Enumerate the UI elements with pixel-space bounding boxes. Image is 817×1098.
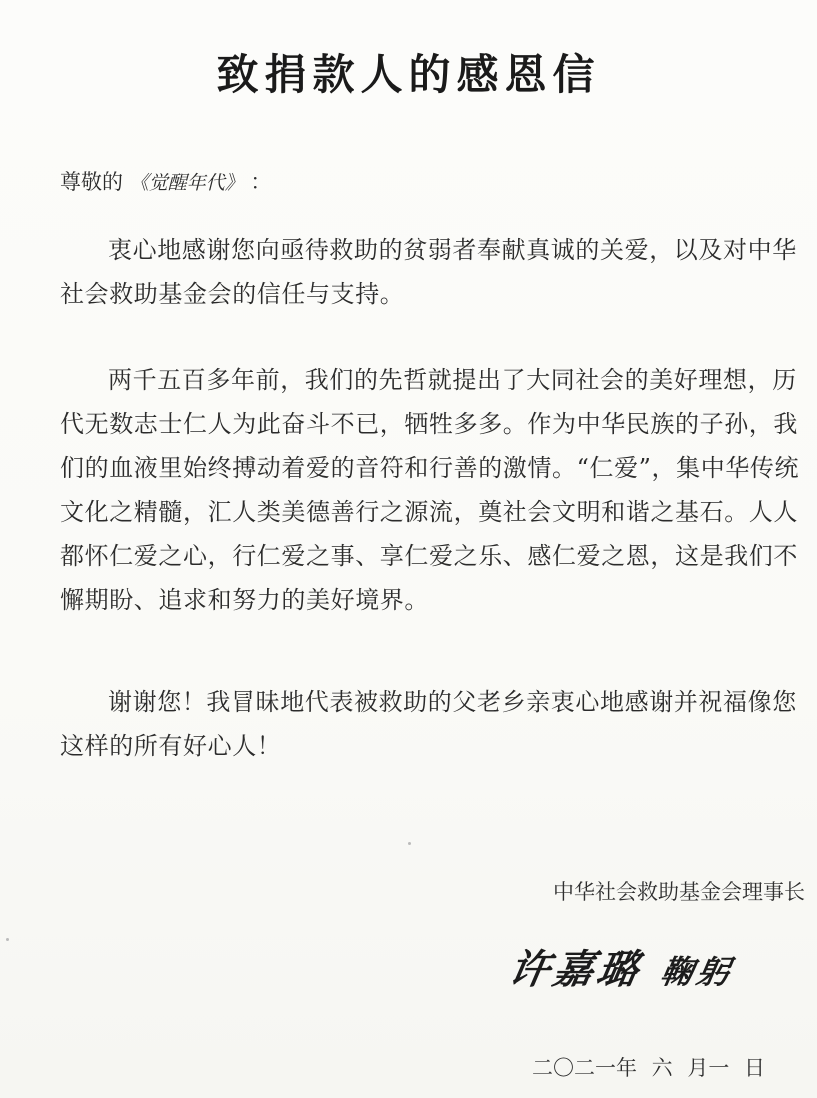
letter-paragraph-1: 衷心地感谢您向亟待救助的贫弱者奉献真诚的关爱，以及对中华社会救助基金会的信任与支持。 [60, 236, 797, 308]
paper-speck [408, 842, 411, 845]
signature-name: 许嘉璐 [505, 946, 646, 993]
salutation-prefix: 尊敬的 [60, 170, 123, 194]
handwritten-signature [505, 938, 739, 995]
letter-paragraph-2: 两千五百多年前，我们的先哲就提出了大同社会的美好理想，历代无数志士仁人为此奋斗不已，牺牲多多。作为中华民族的子孙，我们的血液里始终搏动着爱的音符和行善的激情。“仁爱”，集中华传统文化之精髓，汇人类美德善行之源流，奠社会文明和谐之基石。人人都怀仁爱之心，行仁爱之事、享仁爱之乐、感仁爱之恩，这是我们不懈期盼、追求和努力的美好境界。 [60, 366, 800, 614]
salutation-colon: ： [250, 170, 272, 194]
letter-date: 二〇二一年 六 月一 日 [532, 1056, 766, 1080]
letter-paragraph-3: 谢谢您！我冒昧地代表被救助的父老乡亲衷心地感谢并祝福像您这样的所有好心人！ [60, 688, 797, 760]
paper-speck [6, 938, 9, 941]
salutation-recipient: 《觉醒年代》 [129, 172, 244, 194]
organization-title: 中华社会救助基金会理事长 [553, 880, 805, 904]
salutation [60, 166, 271, 196]
signature-bow: 鞠躬 [657, 953, 737, 991]
letter-title: 致捐款人的感恩信 [216, 50, 601, 99]
